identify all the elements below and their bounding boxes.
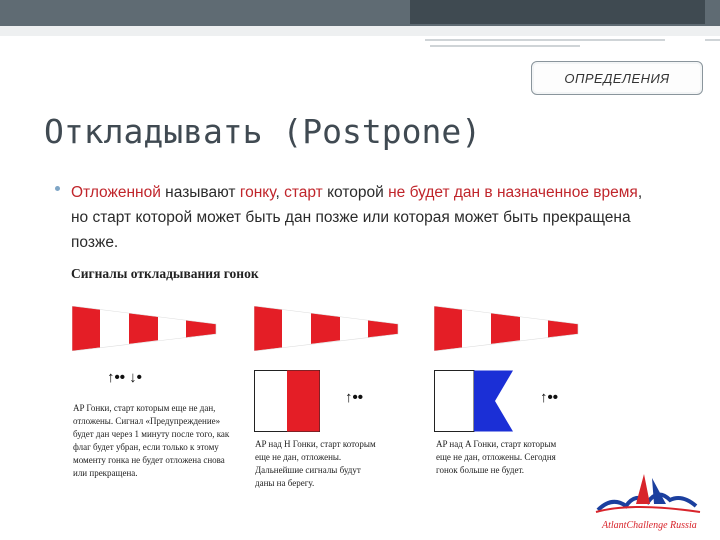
top-bar-shadow: [0, 26, 720, 36]
a-flag: [434, 370, 514, 432]
logo-text: AtlantChallenge Russia: [602, 520, 697, 531]
term-start: старт: [284, 184, 323, 201]
ap-pennant-flag-1: [72, 306, 217, 351]
atlant-challenge-logo: [592, 466, 704, 534]
caption-ap-over-h: AP над H Гонки, старт которым еще не дан, отложены. Дальнейшие сигналы будут даны на берегу.: [255, 439, 376, 488]
slide-title: Откладывать (Postpone): [44, 112, 482, 151]
text-fragment: ,: [275, 184, 285, 201]
text-fragment: называют: [160, 184, 240, 201]
term-not-at-time: не будет дан в назначенное время: [388, 184, 638, 201]
section-badge-label: ОПРЕДЕЛЕНИЯ: [564, 70, 670, 86]
text-fragment: , но старт которой может быть дан позже или которая может быть прекращена позже.: [71, 184, 643, 251]
decor-line: [430, 45, 580, 47]
top-bar-accent: [410, 0, 705, 24]
bullet-marker: [55, 186, 60, 191]
caption-ap-over-a: AP над A Гонки, старт которым еще не дан, отложены. Сегодня гонок больше не будет.: [436, 439, 557, 475]
term-postponed: Отложенной: [71, 184, 161, 201]
sound-signal-1: ↑•• ↓•: [107, 369, 142, 386]
sound-signal-2: ↑••: [345, 389, 364, 406]
ap-pennant-flag-2: [254, 306, 399, 351]
h-flag: [254, 370, 320, 432]
definition-text: [71, 180, 651, 255]
figure-title: Сигналы откладывания гонок: [71, 266, 259, 281]
sound-signal-3: ↑••: [540, 389, 559, 406]
caption-ap: AP Гонки, старт которым еще не дан, отложены. Сигнал «Предупреждение» будет дан через 1 минуту после того, как флаг будет убран, если только к этому моменту гонка не будет отложена снова или прекращена.: [73, 403, 230, 478]
term-race: гонку: [239, 184, 276, 201]
text-fragment: которой: [322, 184, 389, 201]
section-badge: [531, 61, 703, 95]
decor-line: [705, 39, 720, 41]
decor-line: [425, 39, 665, 41]
ap-pennant-flag-3: [434, 306, 579, 351]
